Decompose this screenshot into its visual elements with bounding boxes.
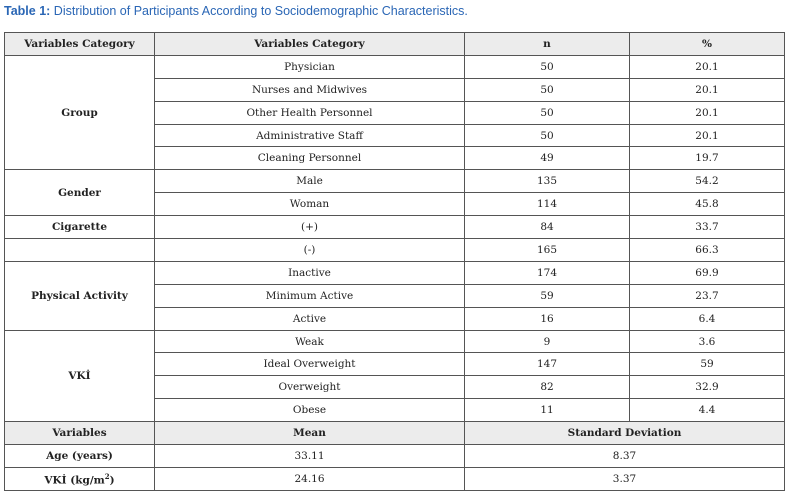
- stat-sd: 8.37: [465, 445, 785, 468]
- row-label: Minimum Active: [155, 284, 465, 307]
- row-percent: 32.9: [630, 376, 785, 399]
- stat-sd: 3.37: [465, 467, 785, 490]
- row-label: Administrative Staff: [155, 124, 465, 147]
- row-n: 50: [465, 124, 630, 147]
- table-row: [5, 239, 785, 262]
- row-label: Overweight: [155, 376, 465, 399]
- row-n: 50: [465, 101, 630, 124]
- category-cell: Cigarette: [5, 216, 155, 239]
- row-label: Obese: [155, 399, 465, 422]
- row-label: Nurses and Midwives: [155, 78, 465, 101]
- subheader-standard-deviation: Standard Deviation: [465, 422, 785, 445]
- row-n: 165: [465, 239, 630, 262]
- row-percent: 59: [630, 353, 785, 376]
- category-cell: Group: [5, 55, 155, 169]
- row-n: 9: [465, 330, 630, 353]
- header-percent: %: [630, 33, 785, 56]
- row-percent: 33.7: [630, 216, 785, 239]
- row-percent: 66.3: [630, 239, 785, 262]
- table-body: [5, 55, 785, 421]
- stat-mean: 24.16: [155, 467, 465, 490]
- stat-label: Age (years): [5, 445, 155, 468]
- subheader-row: [5, 422, 785, 445]
- table-row: [5, 216, 785, 239]
- table-row: [5, 170, 785, 193]
- row-label: (-): [155, 239, 465, 262]
- row-label: Weak: [155, 330, 465, 353]
- category-cell: [5, 239, 155, 262]
- stat-label-sup: 2: [104, 471, 110, 481]
- stats-body: [5, 422, 785, 491]
- header-row: [5, 33, 785, 56]
- stat-mean: 33.11: [155, 445, 465, 468]
- row-n: 59: [465, 284, 630, 307]
- table-row: [5, 330, 785, 353]
- table-row: [5, 261, 785, 284]
- category-cell: Physical Activity: [5, 261, 155, 330]
- row-label: Ideal Overweight: [155, 353, 465, 376]
- row-percent: 3.6: [630, 330, 785, 353]
- row-n: 50: [465, 55, 630, 78]
- subheader-mean: Mean: [155, 422, 465, 445]
- row-label: (+): [155, 216, 465, 239]
- row-percent: 20.1: [630, 55, 785, 78]
- row-n: 16: [465, 307, 630, 330]
- stat-label: [5, 467, 155, 490]
- table-caption: [4, 4, 468, 18]
- row-n: 82: [465, 376, 630, 399]
- row-percent: 20.1: [630, 124, 785, 147]
- row-n: 50: [465, 78, 630, 101]
- row-n: 49: [465, 147, 630, 170]
- stat-label-end: ): [109, 474, 115, 487]
- row-label: Woman: [155, 193, 465, 216]
- table-caption-label: Table 1:: [4, 4, 51, 18]
- row-n: 147: [465, 353, 630, 376]
- header-variables-category: Variables Category: [5, 33, 155, 56]
- row-label: Inactive: [155, 261, 465, 284]
- stat-label-base: VKİ (kg/m: [44, 474, 105, 487]
- header-variables-subcategory: Variables Category: [155, 33, 465, 56]
- row-percent: 23.7: [630, 284, 785, 307]
- row-percent: 54.2: [630, 170, 785, 193]
- category-cell: VKİ: [5, 330, 155, 422]
- table-row: [5, 467, 785, 490]
- row-percent: 6.4: [630, 307, 785, 330]
- row-label: Male: [155, 170, 465, 193]
- row-n: 84: [465, 216, 630, 239]
- row-percent: 4.4: [630, 399, 785, 422]
- row-percent: 69.9: [630, 261, 785, 284]
- row-percent: 45.8: [630, 193, 785, 216]
- row-label: Active: [155, 307, 465, 330]
- row-n: 174: [465, 261, 630, 284]
- sociodemographic-table: [4, 32, 785, 491]
- table-row: [5, 445, 785, 468]
- row-percent: 19.7: [630, 147, 785, 170]
- row-label: Physician: [155, 55, 465, 78]
- header-n: n: [465, 33, 630, 56]
- subheader-variables: Variables: [5, 422, 155, 445]
- row-percent: 20.1: [630, 78, 785, 101]
- category-cell: Gender: [5, 170, 155, 216]
- table-caption-text: Distribution of Participants According to Sociodemographic Characteristics.: [53, 4, 468, 18]
- row-label: Cleaning Personnel: [155, 147, 465, 170]
- row-label: Other Health Personnel: [155, 101, 465, 124]
- table-row: [5, 55, 785, 78]
- row-n: 114: [465, 193, 630, 216]
- row-n: 11: [465, 399, 630, 422]
- row-percent: 20.1: [630, 101, 785, 124]
- row-n: 135: [465, 170, 630, 193]
